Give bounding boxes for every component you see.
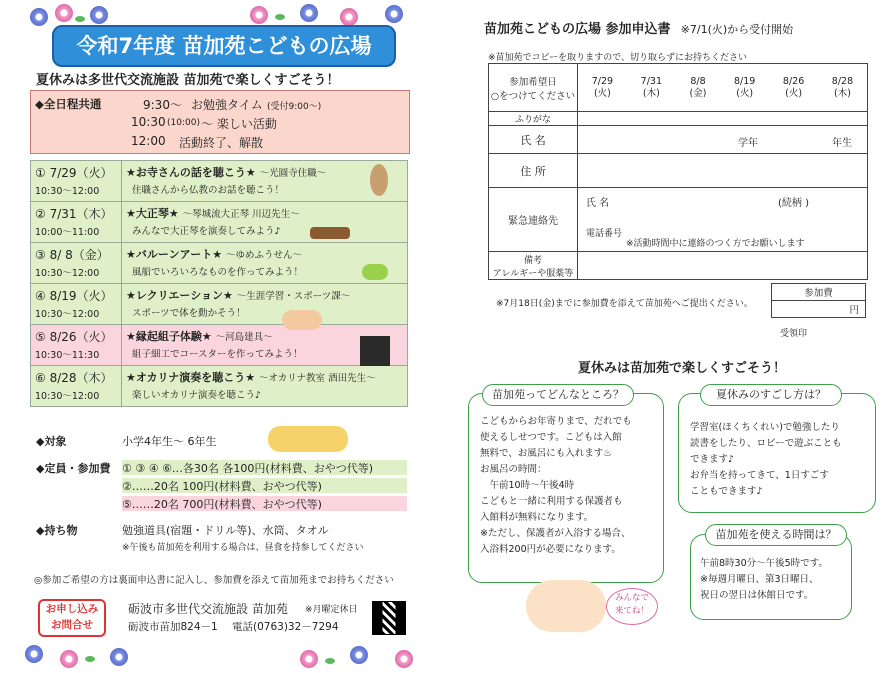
activity-text: ～ 楽しい活動 (201, 117, 277, 131)
morning-glory-icon (60, 650, 78, 668)
common-schedule-box (30, 90, 410, 154)
event-cell: ★オカリナ演奏を聴こう★ ～オカリナ教室 酒田先生～ 楽しいオカリナ演奏を聴こう♪ (122, 366, 408, 407)
answer-line: 午前8時30分～午後5時です。 (700, 558, 828, 569)
answer-text (690, 420, 842, 500)
event-cell: ★お寺さんの話を聴こう★ ～光圓寺住職～ 住職さんから仏教のお話を聴こう！ (122, 161, 408, 202)
question-tag: 苗加苑ってどんなところ？ (482, 384, 634, 406)
date-cell: ⑤ 8/26（火） 10:30～11:30 (31, 325, 122, 366)
closed-note: ※月曜定休日 (305, 605, 358, 615)
time-text: 12:00 (131, 134, 166, 148)
reception-time: (受付9:00～) (267, 102, 322, 112)
reception-time: (10:00) (167, 118, 200, 128)
morning-glory-icon (395, 650, 413, 668)
table-row (31, 202, 408, 243)
answer-line: できます♪ (690, 454, 735, 465)
date-option[interactable]: 8/8 (金) (689, 75, 707, 99)
answer-line: 入館料が無料になります。 (480, 512, 594, 523)
address-label: 住 所 (489, 154, 578, 188)
fee-line: ① ③ ④ ⑥…各30名 各100円(材料費、おやつ代等) (122, 460, 407, 475)
bring-label: ◆持ち物 (36, 524, 78, 537)
fee-box (771, 283, 866, 318)
flyer-page (0, 0, 430, 673)
question-tag: 苗加苑を使える時間は？ (705, 524, 847, 546)
monk-illustration (370, 164, 388, 196)
answer-line: お風呂の時間： (480, 464, 547, 475)
morning-glory-icon (300, 650, 318, 668)
taishogoto-illustration (310, 227, 350, 239)
address-field[interactable] (578, 154, 868, 188)
date-cell: ② 7/31（木） 10:00～11:00 (31, 202, 122, 243)
page-title: 令和7年度 苗加苑こどもの広場 (52, 25, 396, 67)
received-label: 受領印 (780, 329, 808, 339)
em-phone-label: 電話番号 (586, 229, 623, 239)
morning-glory-icon (300, 4, 318, 22)
address: 砺波市苗加824－1 (128, 621, 218, 633)
subtitle: 夏休みは多世代交流施設 苗加苑で楽しくすごそう！ (36, 73, 340, 88)
em-note: ※活動時間中に連絡のつく方でお願いします (626, 239, 805, 249)
table-row (31, 366, 408, 407)
application-form (488, 63, 868, 280)
em-relation-label: (続柄 ) (778, 198, 809, 209)
question-tag: 夏休みのすごし方は？ (700, 384, 842, 406)
answer-line: 読書をしたり、ロビーで遊ぶことも (690, 438, 842, 449)
name-field[interactable] (578, 126, 868, 154)
activity-text: 活動終了、解散 (179, 136, 264, 150)
morning-glory-icon (30, 8, 48, 26)
morning-glory-icon (110, 648, 128, 666)
date-cell: ③ 8/ 8（金） 10:30～12:00 (31, 243, 122, 284)
children-illustration (268, 426, 348, 452)
answer-line: 学習室(ほくちくれい)で勉強したり (690, 422, 840, 433)
bring-value: 勉強道具(宿題・ドリル等)、水筒、タオル (122, 524, 329, 537)
contact-box: お申し込み お問合せ (38, 599, 106, 637)
event-cell: ★大正琴★ ～琴城流大正琴 川辺先生～ みんなで大正琴を演奏してみよう♪ (122, 202, 408, 243)
morning-glory-icon (25, 645, 43, 663)
dates-label: 参加希望日 ○をつけてください (489, 64, 578, 112)
date-cell: ④ 8/19（火） 10:30～12:00 (31, 284, 122, 325)
apply-note: ◎参加ご希望の方は裏面申込書に記入し、参加費を添えて苗加苑までお持ちください (34, 575, 394, 586)
common-label: ◆全日程共通 (35, 97, 102, 111)
morning-glory-icon (250, 6, 268, 24)
event-cell: ★レクリエーション★ ～生涯学習・スポーツ課～ スポーツで体を動かそう！ (122, 284, 408, 325)
name-label: 氏 名 (489, 126, 578, 154)
em-name-label: 氏 名 (586, 198, 610, 209)
answer-line: 入浴料200円が必要になります。 (480, 544, 621, 555)
speech-bubble: みんなで 来てね！ (606, 588, 658, 625)
emergency-field[interactable] (578, 188, 868, 252)
furigana-field[interactable] (578, 112, 868, 126)
application-page (450, 0, 889, 673)
deadline-note: ※7月18日(金)までに参加費を添えて苗加苑へご提出ください。 (496, 299, 753, 309)
table-row (31, 325, 408, 366)
answer-text (700, 556, 828, 604)
answer-line: ※ただし、保護者が入浴する場合、 (480, 528, 631, 539)
date-options[interactable] (578, 64, 868, 112)
morning-glory-icon (90, 6, 108, 24)
morning-glory-icon (340, 8, 358, 26)
remarks-field[interactable] (578, 252, 868, 280)
sports-illustration (282, 310, 322, 330)
phone: 電話(0763)32－7294 (232, 621, 339, 633)
form-title: 苗加苑こどもの広場 参加申込書 ※7/1(火)から受付開始 (484, 22, 794, 37)
answer-line: こどもと一緒に利用する保護者も (480, 496, 623, 507)
morning-glory-icon (350, 646, 368, 664)
date-option[interactable]: 7/29 (火) (591, 75, 614, 99)
grade-label: 学年 (738, 138, 758, 149)
section-heading: 夏休みは苗加苑で楽しくすごそう！ (577, 361, 786, 376)
activity-text: お勉強タイム (191, 98, 263, 112)
copy-note: ※苗加苑でコピーを取りますので、切り取らずにお持ちください (488, 53, 748, 63)
balloon-illustration (362, 264, 388, 280)
table-row (31, 243, 408, 284)
answer-line: 無料で、お風呂にも入れます♨ (480, 448, 612, 459)
event-cell: ★縁起組子体験★ ～河島建具～ 組子細工でコースターを作ってみよう！ (122, 325, 408, 366)
answer-line: 祝日の翌日は休館日です。 (700, 590, 814, 601)
date-cell: ① 7/29（火） 10:30～12:00 (31, 161, 122, 202)
date-option[interactable]: 8/26 (火) (782, 75, 805, 99)
fee-label: ◆定員・参加費 (36, 462, 111, 475)
fee-box-unit[interactable]: 円 (772, 301, 866, 318)
target-value: 小学4年生～ 6年生 (122, 435, 217, 448)
morning-glory-icon (55, 4, 73, 22)
answer-line: こどもからお年寄りまで、だれでも (480, 416, 632, 427)
answer-line: 使えるしせつです。こどもは入館 (480, 432, 622, 443)
answer-line: ※毎週月曜日、第3日曜日、 (700, 574, 819, 585)
facility-name: 砺波市多世代交流施設 苗加苑 (128, 602, 288, 616)
date-cell: ⑥ 8/28（木） 10:30～12:00 (31, 366, 122, 407)
time-text: 10:30 (131, 115, 166, 129)
morning-glory-icon (385, 5, 403, 23)
qr-code[interactable] (372, 601, 406, 635)
answer-line: こともできます♪ (690, 486, 763, 497)
table-row (31, 284, 408, 325)
answer-line: お弁当を持ってきて、1日すごす (690, 470, 829, 481)
furigana-label: ふりがな (489, 112, 578, 126)
remarks-label: 備考 アレルギーや服薬等 (489, 252, 578, 280)
answer-text (480, 414, 632, 558)
answer-line: 午前10時～午後4時 (480, 480, 575, 491)
bring-note: ※午後も苗加苑を利用する場合は、昼食を持参してください (122, 543, 364, 553)
date-option[interactable]: 8/28 (木) (831, 75, 854, 99)
schedule-table (30, 160, 408, 407)
target-label: ◆対象 (36, 435, 67, 448)
year-label: 年生 (832, 138, 852, 149)
event-cell: ★バルーンアート★ ～ゆめふうせん～ 風船でいろいろなものを作ってみよう！ (122, 243, 408, 284)
fee-line: ②……20名 100円(材料費、おやつ代等) (122, 478, 407, 493)
fee-line: ⑤……20名 700円(材料費、おやつ代等) (122, 496, 407, 511)
date-option[interactable]: 8/19 (火) (734, 75, 756, 99)
table-row (31, 161, 408, 202)
emergency-label: 緊急連絡先 (489, 188, 578, 252)
kumiko-illustration (360, 336, 390, 366)
fee-box-label: 参加費 (772, 284, 866, 301)
time-text: 9:30～ (143, 98, 182, 112)
date-option[interactable]: 7/31 (木) (640, 75, 662, 99)
kids-illustration (526, 580, 606, 632)
